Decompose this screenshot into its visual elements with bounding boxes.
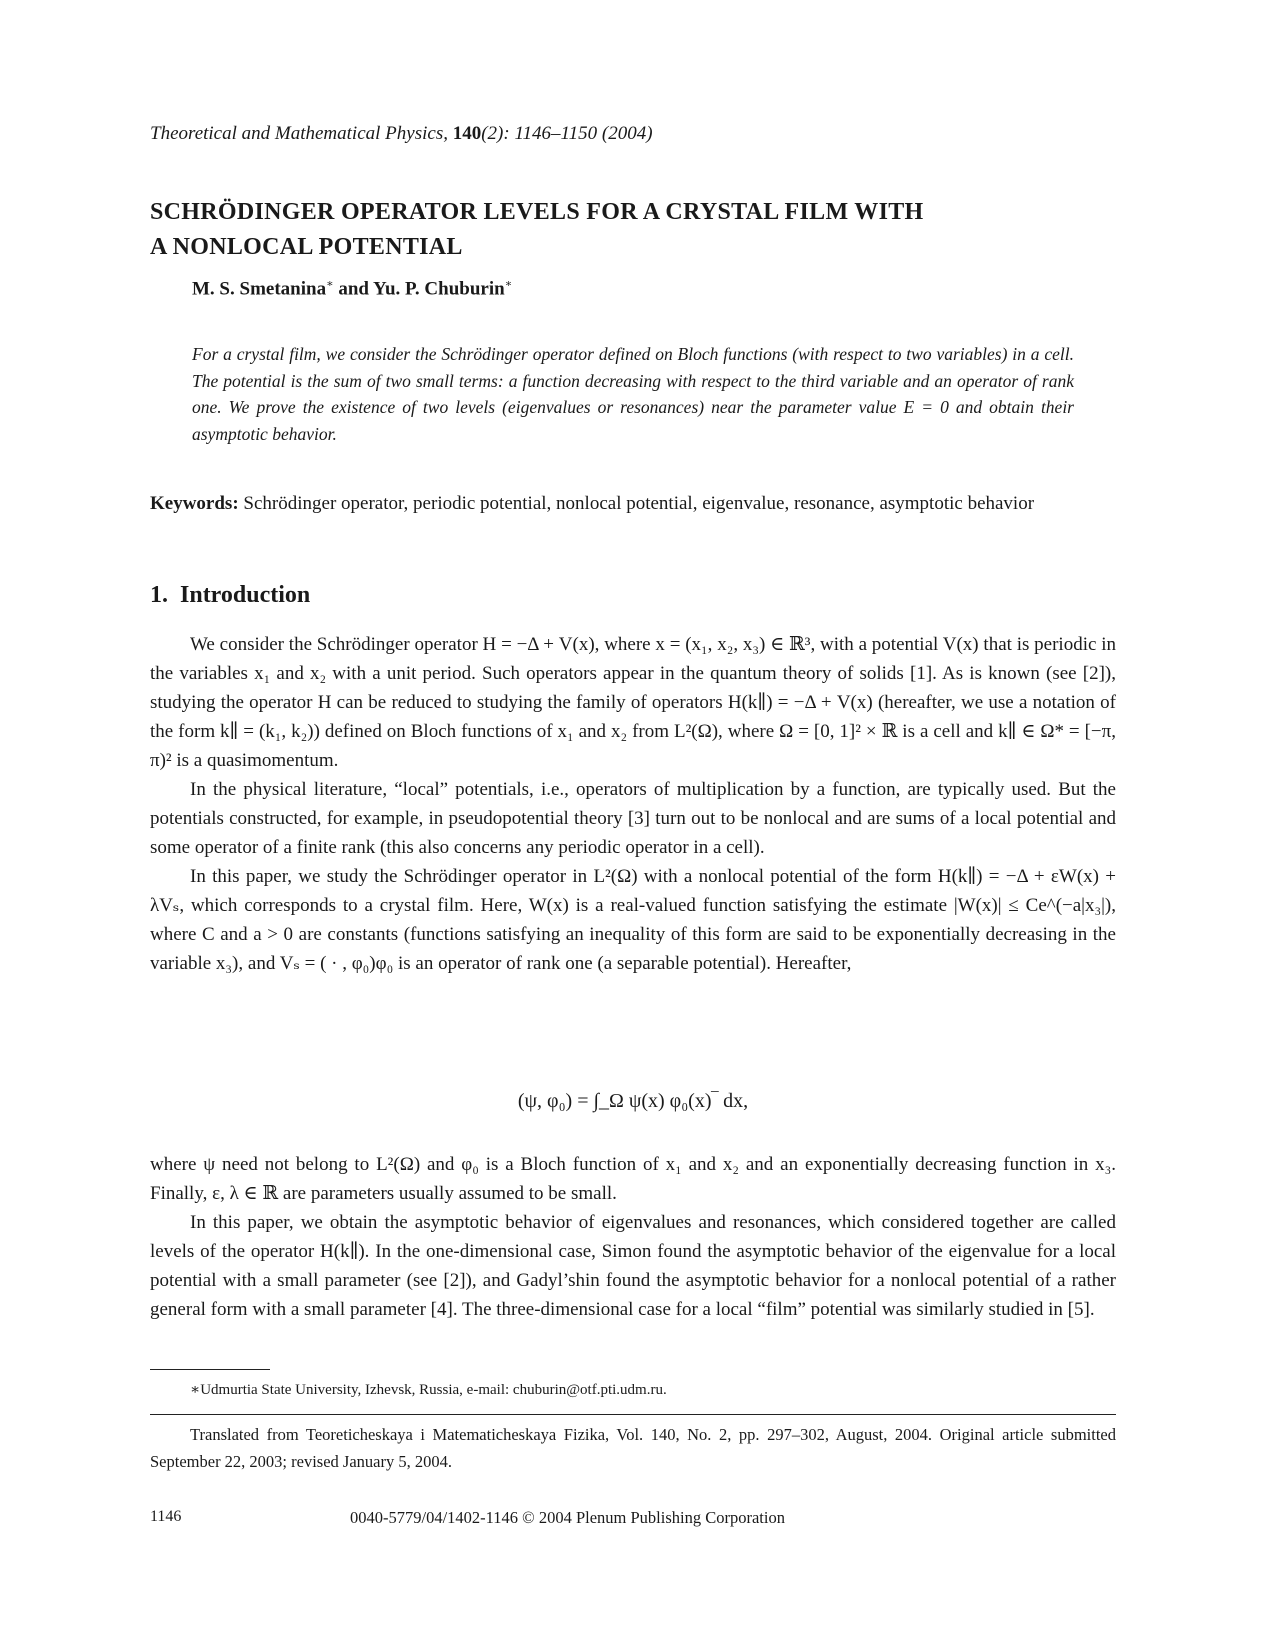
abstract: For a crystal film, we consider the Schrödinger operator defined on Bloch functions (with respect to two variables) in a cell. The potential is the sum of two small terms: a function decreasing with respect to the third variable and an operator of rank one. We prove the existence of two levels (eigenvalues or resonances) near the parameter value E = 0 and obtain their asymptotic behavior. bbox=[192, 344, 1074, 444]
footnote: ∗Udmurtia State University, Izhevsk, Russia, e-mail: chuburin@otf.pti.udm.ru. bbox=[190, 1382, 667, 1398]
author-1: M. S. Smetanina bbox=[192, 278, 327, 300]
author-2-mark: ∗ bbox=[504, 278, 513, 290]
footnote-rule bbox=[150, 1369, 270, 1370]
body-text-lower bbox=[150, 1150, 1116, 1324]
translation-note: Translated from Teoreticheskaya i Matematicheskaya Fizika, Vol. 140, No. 2, pp. 297–302, August, 2004. Original article submitted September 22, 2003; revised January 5, 2004. bbox=[150, 1425, 1116, 1471]
paper-title bbox=[150, 195, 1116, 265]
translation-rule bbox=[150, 1414, 1116, 1415]
paragraph-4: where ψ need not belong to L²(Ω) and φ₀ is a Bloch function of x₁ and x₂ and an exponentially decreasing function in x₃. Finally, ε, λ ∈ ℝ are parameters usually assumed to be small. bbox=[150, 1154, 1116, 1204]
journal-issue: (2): 1146–1150 (2004) bbox=[481, 123, 653, 144]
section-title: Introduction bbox=[180, 582, 311, 608]
section-number: 1. bbox=[150, 582, 168, 608]
authors-and: and bbox=[338, 278, 369, 300]
journal-citation bbox=[150, 123, 653, 145]
page-number: 1146 bbox=[150, 1508, 182, 1525]
author-2: Yu. P. Chuburin bbox=[373, 278, 505, 300]
paragraph-1: We consider the Schrödinger operator H = −Δ + V(x), where x = (x₁, x₂, x₃) ∈ ℝ³, with a potential V(x) that is periodic in the variables x₁ and x₂ with a unit period. Such operators appear in the quantum theory of solids [1]. As is known (see [2]), studying the operator H can be reduced to studying the family of operators H(k∥) = −Δ + V(x) (hereafter, we use a notation of the form k∥ = (k₁, k₂)) defined on Bloch functions of x₁ and x₂ from L²(Ω), where Ω = [0, 1]² × ℝ is a cell and k∥ ∈ Ω* = [−π, π)² is a quasimomentum. bbox=[150, 634, 1116, 771]
authors bbox=[192, 277, 512, 300]
title-line-1: SCHRÖDINGER OPERATOR LEVELS FOR A CRYSTAL FILM WITH bbox=[150, 199, 924, 225]
copyright-line: 0040-5779/04/1402-1146 © 2004 Plenum Publishing Corporation bbox=[350, 1508, 785, 1527]
journal-name: Theoretical and Mathematical Physics, bbox=[150, 123, 448, 144]
title-line-2: A NONLOCAL POTENTIAL bbox=[150, 234, 463, 260]
journal-volume: 140 bbox=[452, 123, 482, 144]
keywords bbox=[150, 492, 1116, 516]
paragraph-3: In this paper, we study the Schrödinger operator in L²(Ω) with a nonlocal potential of the form H(k∥) = −Δ + εW(x) + λVₛ, which corresponds to a crystal film. Here, W(x) is a real-valued function satisfying the estimate |W(x)| ≤ Ce^(−a|x₃|), where C and a > 0 are constants (functions satisfying an inequality of this form are said to be exponentially decreasing in the variable x₃), and Vₛ = ( · , φ₀)φ₀ is an operator of rank one (a separable potential). Hereafter, bbox=[150, 866, 1116, 974]
paragraph-5: In this paper, we obtain the asymptotic behavior of eigenvalues and resonances, which considered together are called levels of the operator H(k∥). In the one-dimensional case, Simon found the asymptotic behavior of the eigenvalue for a local potential with a small parameter (see [2]), and Gadyl’shin found the asymptotic behavior for a nonlocal potential of a rather general form with a small parameter [4]. The three-dimensional case for a local “film” potential was similarly studied in [5]. bbox=[150, 1212, 1116, 1320]
author-1-mark: ∗ bbox=[326, 278, 334, 290]
body-text-upper bbox=[150, 630, 1116, 978]
section-heading bbox=[150, 582, 310, 609]
display-equation: (ψ, φ₀) = ∫_Ω ψ(x) φ₀(x)‾ dx, bbox=[517, 1090, 749, 1112]
keywords-text: Schrödinger operator, periodic potential, nonlocal potential, eigenvalue, resonance, asymptotic behavior bbox=[243, 493, 1035, 514]
paragraph-2: In the physical literature, “local” potentials, i.e., operators of multiplication by a function, are typically used. But the potentials constructed, for example, in pseudopotential theory [3] turn out to be nonlocal and are sums of a local potential and some operator of a finite rank (this also concerns any periodic operator in a cell). bbox=[150, 779, 1116, 858]
keywords-label: Keywords: bbox=[150, 493, 239, 514]
